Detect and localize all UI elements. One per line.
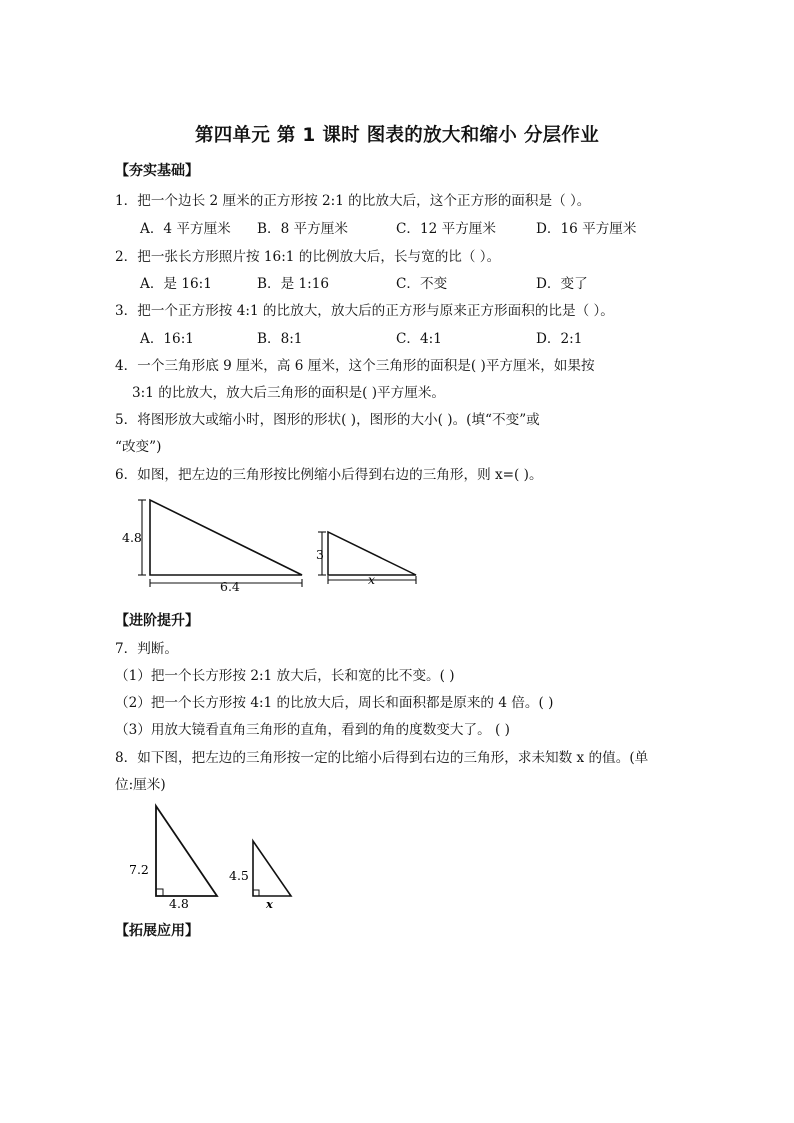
q8-left-base-label: 4.8 [169,896,189,911]
section-basic-heading: 【夯实基础】 [115,163,199,179]
q1-option-d: D．16 平方厘米 [536,221,637,237]
question-7: 7．判断。 [115,641,179,657]
section-extend-heading: 【拓展应用】 [115,923,199,939]
q1-option-b: B．8 平方厘米 [257,221,348,237]
question-5-line-1: 5．将图形放大或缩小时，图形的形状( )，图形的大小( )。(填“不变”或 [115,412,540,428]
q2-option-d: D．变了 [536,276,588,292]
q3-option-c: C．4:1 [396,331,442,347]
q8-right-base-label: x [266,897,273,911]
q8-right-height-label: 4.5 [229,868,249,883]
q2-option-a: A．是 16:1 [140,276,212,292]
q7-item-2: （2）把一个长方形按 4:1 的比放大后，周长和面积都是原来的 4 倍。( ) [115,695,554,711]
q6-left-base-label: 6.4 [220,579,240,592]
q2-option-b: B．是 1:16 [257,276,330,292]
section-advanced-heading: 【进阶提升】 [115,613,199,629]
q6-triangle-figure [120,492,430,592]
question-6: 6．如图，把左边的三角形按比例缩小后得到右边的三角形，则 x=( )。 [115,467,543,483]
q1-option-c: C．12 平方厘米 [396,221,496,237]
q7-item-3: （3）用放大镜看直角三角形的直角，看到的角的度数变大了。 ( ) [115,722,510,738]
q7-item-1: （1）把一个长方形按 2:1 放大后，长和宽的比不变。( ) [115,668,455,684]
question-8-line-1: 8．如下图，把左边的三角形按一定的比缩小后得到右边的三角形，求未知数 x 的值。(单 [115,750,649,766]
question-5-line-2: “改变”) [115,439,162,455]
q3-option-a: A．16:1 [140,331,194,347]
q6-left-triangle [150,500,302,575]
q6-right-height-label: 3 [316,547,324,562]
question-4-line-2: 3:1 的比放大，放大后三角形的面积是( )平方厘米。 [132,385,445,401]
question-1: 1．把一个边长 2 厘米的正方形按 2:1 的比放大后，这个正方形的面积是（ ）。 [115,193,591,209]
q6-right-base-label: x [368,572,376,587]
question-8-line-2: 位:厘米) [115,777,166,793]
q1-option-a: A．4 平方厘米 [140,221,231,237]
q3-option-d: D．2:1 [536,331,583,347]
q8-left-triangle [156,806,217,896]
question-3: 3．把一个正方形按 4:1 的比放大，放大后的正方形与原来正方形面积的比是（ ）。 [115,303,614,319]
q8-right-triangle [253,841,291,896]
q3-option-b: B．8:1 [257,331,303,347]
q6-left-height-label: 4.8 [122,530,142,545]
q8-left-height-label: 7.2 [129,862,149,877]
page-title: 第四单元 第 1 课时 图表的放大和缩小 分层作业 [194,125,600,146]
question-4-line-1: 4．一个三角形底 9 厘米，高 6 厘米，这个三角形的面积是( )平方厘米，如果按 [115,358,595,374]
q2-option-c: C．不变 [396,276,448,292]
q8-triangle-figure [125,800,305,915]
q6-right-triangle [328,532,416,575]
question-2: 2．把一张长方形照片按 16:1 的比例放大后，长与宽的比（ ）。 [115,249,501,265]
